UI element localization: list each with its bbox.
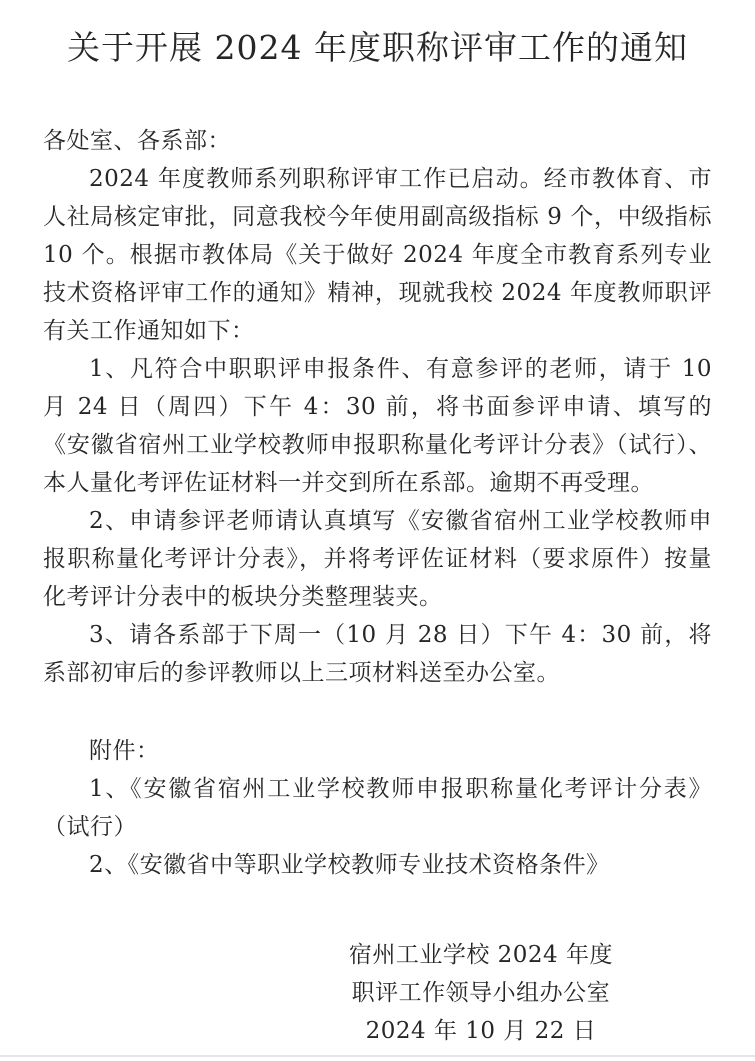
signature-date: 2024 年 10 月 22 日 [365, 1018, 597, 1044]
salutation: 各处室、各系部： [43, 128, 231, 154]
paragraph-intro: 2024 年度教师系列职称评审工作已启动。经市教体育、市人社局核定审批，同意我校今年使用副高级指标 9 个，中级指标 10 个。根据市教体局《关于做好 2024 年度全市教育系列专业技术资格评审工作的通知》精神，现就我校 2024 年度教师职评有关工作通知如下： [43, 166, 712, 344]
paragraph-item-1: 1、凡符合中职职评申报条件、有意参评的老师，请于 10 月 24 日（周四）下午 4：30 前，将书面参评申请、填写的《安徽省宿州工业学校教师申报职称量化考评计分表》（试行）、本人量化考评佐证材料一并交到所在系部。逾期不再受理。 [43, 356, 712, 496]
attachment-item-2: 2、《安徽省中等职业学校教师专业技术资格条件》 [89, 852, 610, 878]
document-title: 关于开展 2024 年度职称评审工作的通知 [67, 28, 688, 67]
attachments-section [43, 732, 712, 884]
page-bottom-rule [0, 1055, 755, 1057]
signature-block [349, 936, 613, 1050]
signature-org-line-2: 职评工作领导小组办公室 [351, 980, 611, 1006]
signature-org-line-1: 宿州工业学校 2024 年度 [348, 942, 613, 968]
document-body [43, 122, 712, 1050]
attachments-label: 附件： [89, 738, 160, 764]
paragraph-item-3: 3、请各系部于下周一（10 月 28 日）下午 4：30 前，将系部初审后的参评教师以上三项材料送至办公室。 [43, 622, 712, 686]
attachment-item-1: 1、《安徽省宿州工业学校教师申报职称量化考评计分表》（试行） [43, 776, 712, 840]
paragraph-item-2: 2、申请参评老师请认真填写《安徽省宿州工业学校教师申报职称量化考评计分表》，并将考评佐证材料（要求原件）按量化考评计分表中的板块分类整理装夹。 [43, 508, 712, 610]
